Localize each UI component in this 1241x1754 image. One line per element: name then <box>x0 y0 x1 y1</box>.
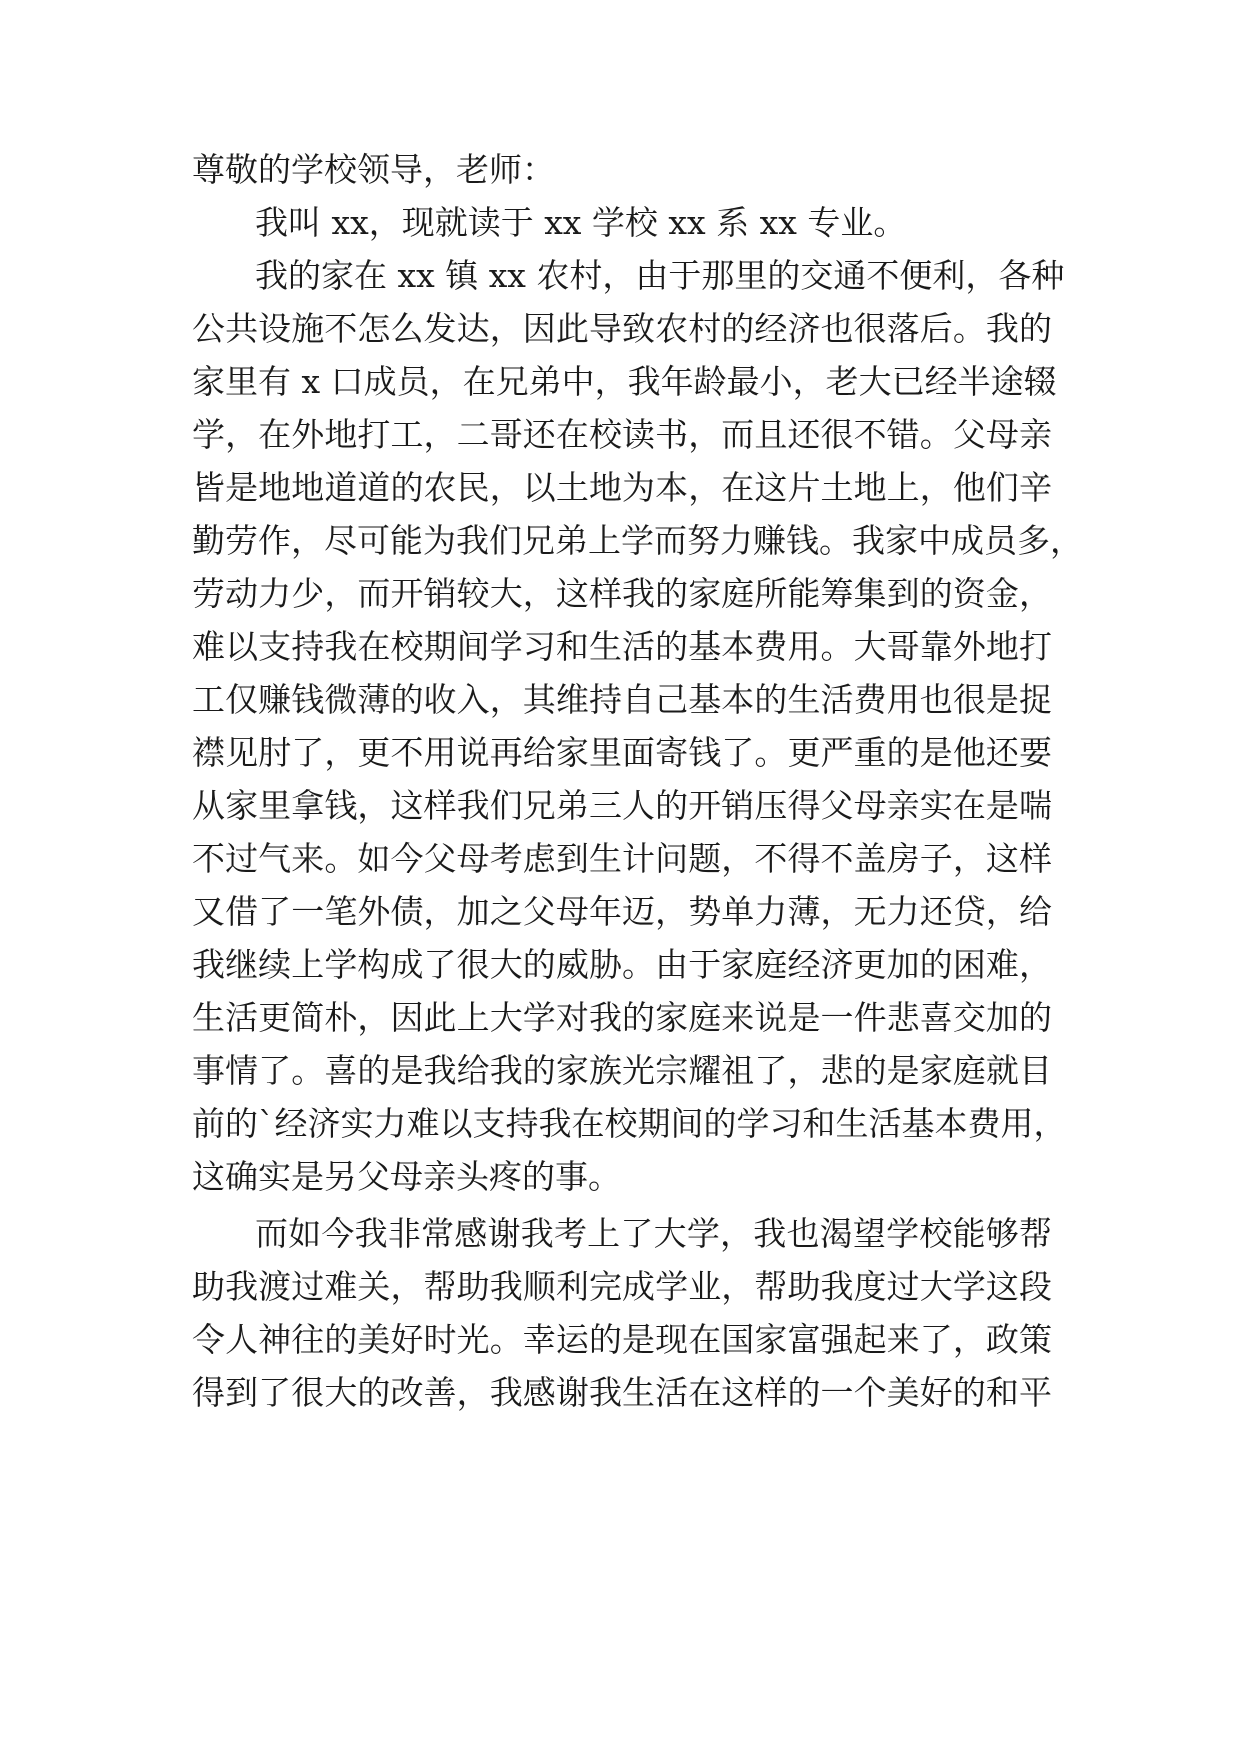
paragraph-line: 生活更简朴，因此上大学对我的家庭来说是一件悲喜交加的 <box>192 998 1052 1037</box>
paragraph-line: 助我渡过难关，帮助我顺利完成学业，帮助我度过大学这段 <box>192 1267 1052 1306</box>
paragraph-line: 我的家在 xx 镇 xx 农村，由于那里的交通不便利，各种 <box>255 256 1065 295</box>
paragraph-line: 学，在外地打工，二哥还在校读书，而且还很不错。父母亲 <box>192 415 1052 454</box>
paragraph-line: 令人神往的美好时光。幸运的是现在国家富强起来了，政策 <box>192 1320 1052 1359</box>
paragraph-line: 工仅赚钱微薄的收入，其维持自己基本的生活费用也很是捉 <box>192 680 1052 719</box>
paragraph-line: 难以支持我在校期间学习和生活的基本费用。大哥靠外地打 <box>192 627 1052 666</box>
paragraph-line: 襟见肘了，更不用说再给家里面寄钱了。更严重的是他还要 <box>192 733 1052 772</box>
paragraph-line: 家里有 x 口成员，在兄弟中，我年龄最小，老大已经半途辍 <box>192 362 1057 401</box>
salutation: 尊敬的学校领导，老师： <box>192 150 555 189</box>
paragraph-line: 劳动力少，而开销较大，这样我的家庭所能筹集到的资金， <box>192 574 1052 613</box>
paragraph-line: 我叫 xx，现就读于 xx 学校 xx 系 xx 专业。 <box>255 203 907 242</box>
paragraph-line: 不过气来。如今父母考虑到生计问题，不得不盖房子，这样 <box>192 839 1052 878</box>
paragraph-line: 前的`经济实力难以支持我在校期间的学习和生活基本费用， <box>192 1104 1067 1143</box>
paragraph-line: 而如今我非常感谢我考上了大学，我也渴望学校能够帮 <box>255 1214 1052 1253</box>
paragraph-line: 公共设施不怎么发达，因此导致农村的经济也很落后。我的 <box>192 309 1052 348</box>
paragraph-line: 事情了。喜的是我给我的家族光宗耀祖了，悲的是家庭就目 <box>192 1051 1052 1090</box>
paragraph-line: 得到了很大的改善，我感谢我生活在这样的一个美好的和平 <box>192 1373 1052 1412</box>
paragraph-line: 又借了一笔外债，加之父母年迈，势单力薄，无力还贷，给 <box>192 892 1052 931</box>
paragraph-line: 从家里拿钱，这样我们兄弟三人的开销压得父母亲实在是喘 <box>192 786 1052 825</box>
paragraph-line: 这确实是另父母亲头疼的事。 <box>192 1157 621 1196</box>
paragraph-line: 我继续上学构成了很大的威胁。由于家庭经济更加的困难， <box>192 945 1052 984</box>
paragraph-line: 勤劳作，尽可能为我们兄弟上学而努力赚钱。我家中成员多， <box>192 521 1083 560</box>
paragraph-line: 皆是地地道道的农民，以土地为本，在这片土地上，他们辛 <box>192 468 1052 507</box>
